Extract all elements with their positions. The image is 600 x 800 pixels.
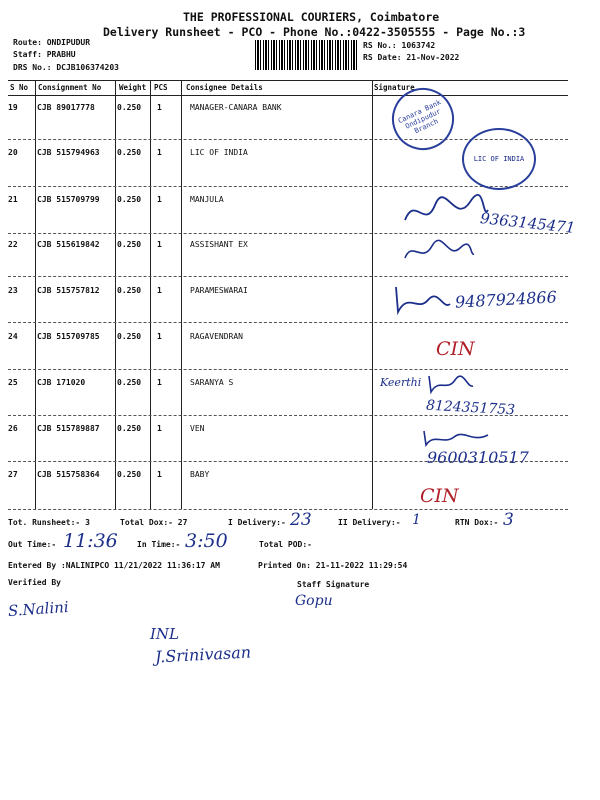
phone-row-26: 9600310517 — [427, 448, 529, 467]
row-weight: 0.250 — [117, 470, 142, 479]
row-consignee: MANAGER-CANARA BANK — [190, 103, 282, 112]
row-weight: 0.250 — [117, 240, 142, 249]
row-sno: 21 — [8, 195, 18, 204]
row-consignee: SARANYA S — [190, 378, 234, 387]
row-weight: 0.250 — [117, 378, 142, 387]
row-separator — [8, 276, 568, 277]
out-time-value: 11:36 — [63, 530, 118, 552]
rtn-dox-value: 3 — [503, 510, 514, 530]
row-consignment: CJB 515709799 — [37, 195, 100, 204]
row-sno: 20 — [8, 148, 18, 157]
row-consignment: CJB 515758364 — [37, 470, 100, 479]
column-divider — [150, 81, 151, 509]
verified-by: Verified By — [8, 578, 61, 587]
row-consignee: LIC OF INDIA — [190, 148, 248, 157]
row-consignment: CJB 515789887 — [37, 424, 100, 433]
row-consignee: BABY — [190, 470, 210, 479]
rs-date: RS Date: 21-Nov-2022 — [363, 53, 460, 62]
total-dox: Total Dox:- 27 — [120, 518, 188, 527]
out-time-label: Out Time:- — [8, 540, 57, 549]
signature-scribble — [400, 190, 490, 235]
inl-note: INL — [150, 625, 180, 643]
row-pcs: 1 — [157, 332, 162, 341]
phone-row-21: 9363145471 — [479, 209, 577, 237]
phone-row-25: 8124351753 — [425, 397, 516, 419]
signature-scribble — [400, 236, 475, 268]
row-sno: 26 — [8, 424, 18, 433]
row-sno: 23 — [8, 286, 18, 295]
inl-name: J.Srinivasan — [154, 642, 252, 667]
column-divider — [115, 81, 116, 509]
row-pcs: 1 — [157, 148, 162, 157]
col-consignment: Consignment No — [38, 83, 102, 92]
table-header — [8, 80, 568, 96]
row-weight: 0.250 — [117, 148, 142, 157]
row-sno: 25 — [8, 378, 18, 387]
verified-signature: S.Nalini — [7, 597, 70, 621]
courier-title: THE PROFESSIONAL COURIERS, Coimbatore — [183, 10, 440, 24]
row-weight: 0.250 — [117, 103, 142, 112]
col-pcs: PCS — [154, 83, 168, 92]
staff-label: Staff: PRABHU — [13, 50, 76, 59]
row-weight: 0.250 — [117, 195, 142, 204]
rtn-dox-label: RTN Dox:- — [455, 518, 499, 527]
row-separator — [8, 509, 568, 510]
i-delivery-value: 23 — [290, 510, 312, 530]
column-divider — [372, 81, 373, 509]
ii-delivery-label: II Delivery:- — [338, 518, 401, 527]
row-weight: 0.250 — [117, 286, 142, 295]
row-consignee: ASSISHANT EX — [190, 240, 248, 249]
staff-signature: Gopu — [295, 593, 333, 609]
row-sno: 27 — [8, 470, 18, 479]
row-consignment: CJB 515709785 — [37, 332, 100, 341]
col-weight: Weight — [119, 83, 147, 92]
entered-by: Entered By :NALINIPCO 11/21/2022 11:36:17 AM — [8, 561, 220, 570]
phone-row-23: 9487924866 — [454, 287, 558, 312]
col-sno: S No — [10, 83, 29, 92]
row-consignee: MANJULA — [190, 195, 224, 204]
row-consignee: PARAMESWARAI — [190, 286, 248, 295]
row-sno: 19 — [8, 103, 18, 112]
row-weight: 0.250 — [117, 332, 142, 341]
signature-scribble — [388, 282, 453, 320]
row-separator — [8, 369, 568, 370]
signature-scribble — [425, 370, 475, 396]
cln-row-24: CIN — [436, 338, 475, 360]
row-pcs: 1 — [157, 240, 162, 249]
column-divider — [181, 81, 182, 509]
barcode — [255, 40, 357, 70]
row-pcs: 1 — [157, 470, 162, 479]
row-weight: 0.250 — [117, 424, 142, 433]
staff-signature-label: Staff Signature — [297, 580, 370, 589]
total-pod: Total POD:- — [259, 540, 312, 549]
row-pcs: 1 — [157, 103, 162, 112]
total-runsheet: Tot. Runsheet:- 3 — [8, 518, 90, 527]
row-pcs: 1 — [157, 424, 162, 433]
row-consignment: CJB 515757812 — [37, 286, 100, 295]
canara-bank-stamp: Canara Bank Ondipudur Branch — [382, 78, 464, 160]
row-consignment: CJB 515794963 — [37, 148, 100, 157]
row-pcs: 1 — [157, 195, 162, 204]
row-pcs: 1 — [157, 378, 162, 387]
printed-on: Printed On: 21-11-2022 11:29:54 — [258, 561, 408, 570]
i-delivery-label: I Delivery:- — [228, 518, 286, 527]
in-time-value: 3:50 — [185, 530, 228, 552]
ii-delivery-value: 1 — [412, 512, 421, 528]
name-row-25: Keerthi — [380, 376, 422, 389]
row-consignee: VEN — [190, 424, 205, 433]
col-signature: Signature — [374, 83, 415, 92]
row-sno: 22 — [8, 240, 18, 249]
row-pcs: 1 — [157, 286, 162, 295]
in-time-label: In Time:- — [137, 540, 181, 549]
row-consignee: RAGAVENDRAN — [190, 332, 243, 341]
row-consignment: CJB 171020 — [37, 378, 86, 387]
lic-stamp: LIC OF INDIA — [462, 128, 536, 190]
row-consignment: CJB 89017778 — [37, 103, 95, 112]
cln-row-27: CIN — [420, 485, 459, 507]
column-divider — [35, 81, 36, 509]
runsheet-subtitle: Delivery Runsheet - PCO - Phone No.:0422-3505555 - Page No.:3 — [103, 25, 526, 39]
route-label: Route: ONDIPUDUR — [13, 38, 91, 47]
signature-scribble — [420, 427, 490, 449]
row-consignment: CJB 515619842 — [37, 240, 100, 249]
row-sno: 24 — [8, 332, 18, 341]
row-separator — [8, 322, 568, 323]
col-consignee: Consignee Details — [186, 83, 263, 92]
rs-number: RS No.: 1063742 — [363, 41, 436, 50]
drs-number: DRS No.: DCJB106374203 — [13, 63, 119, 72]
